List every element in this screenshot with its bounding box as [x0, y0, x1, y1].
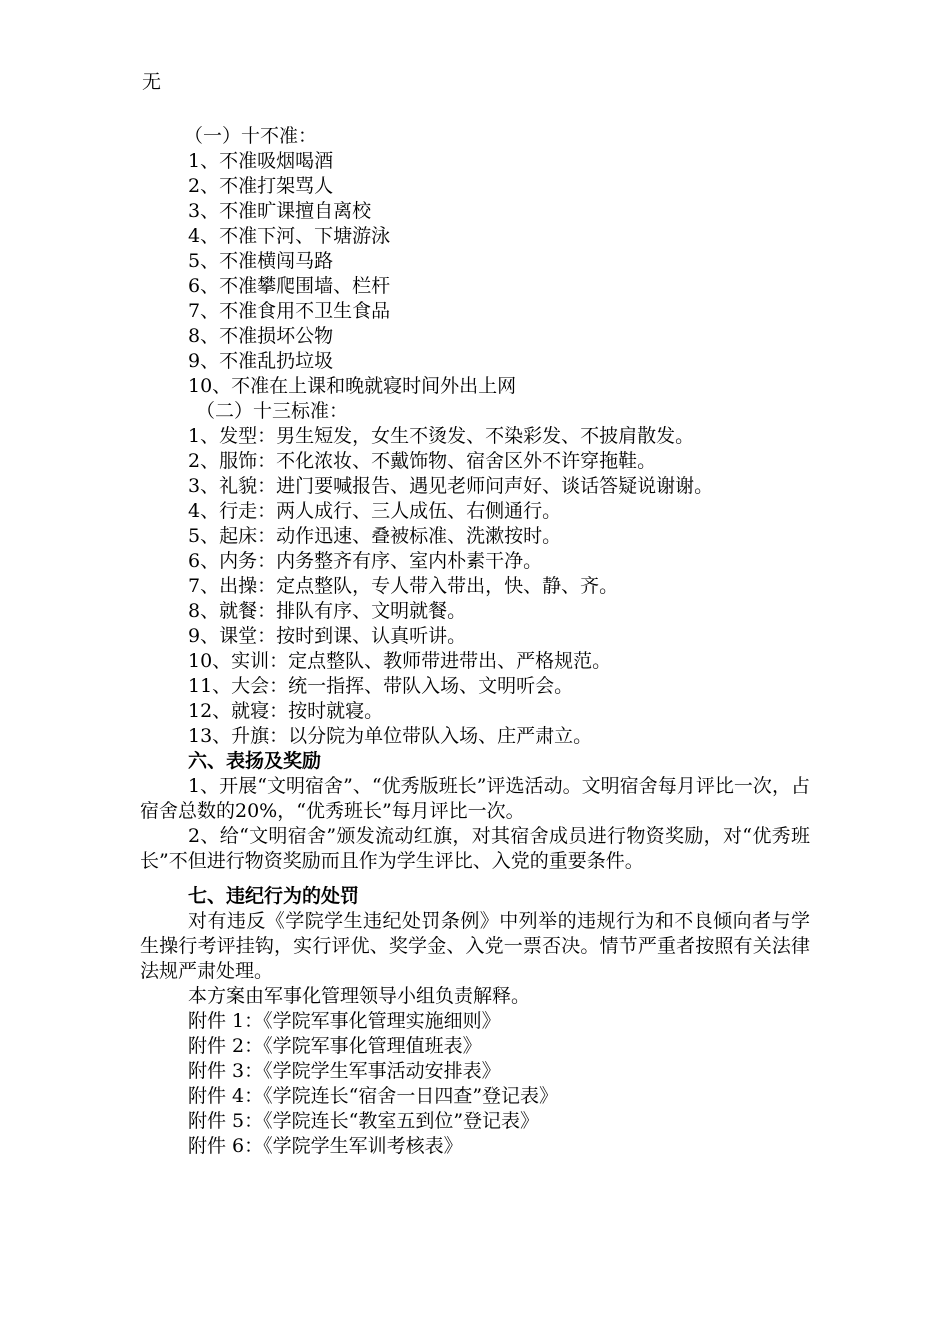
ten-rule-item: 3、不准旷课擅自离校	[188, 200, 372, 222]
section-six-paragraph: 2、给“文明宿舍”颁发流动红旗，对其宿舍成员进行物资奖励，对“优秀班长”不但进行物资奖励而且作为学生评比、入党的重要条件。	[140, 825, 810, 872]
attachment-item: 附件 6：《学院学生军训考核表》	[188, 1135, 463, 1157]
attachment-item: 附件 4：《学院连长“宿舍一日四查”登记表》	[188, 1085, 559, 1107]
document-body	[140, 124, 810, 1159]
standard-item: 11、大会：统一指挥、带队入场、文明听会。	[188, 675, 574, 697]
section-six-paragraph: 1、开展“文明宿舍”、“优秀版班长”评选活动。文明宿舍每月评比一次，占宿舍总数的20%，“优秀班长”每月评比一次。	[140, 775, 810, 822]
ten-rule-item: 9、不准乱扔垃圾	[188, 350, 334, 372]
standard-item: 9、课堂：按时到课、认真听讲。	[188, 625, 467, 647]
standard-item: 6、内务：内务整齐有序、室内朴素干净。	[188, 550, 543, 572]
standard-item: 13、升旗：以分院为单位带队入场、庄严肃立。	[188, 725, 593, 747]
attachment-item: 附件 2：《学院军事化管理值班表》	[188, 1035, 482, 1057]
ten-rule-item: 7、不准食用不卫生食品	[188, 300, 391, 322]
standard-item: 2、服饰：不化浓妆、不戴饰物、宿舍区外不许穿拖鞋。	[188, 450, 657, 472]
header-word: 无	[142, 71, 162, 93]
ten-rules-heading: （一）十不准：	[184, 125, 318, 147]
section-seven-title: 七、违纪行为的处罚	[188, 885, 360, 907]
thirteen-standards-heading: （二）十三标准：	[196, 400, 349, 422]
ten-rule-item: 4、不准下河、下塘游泳	[188, 225, 391, 247]
standard-item: 4、行走：两人成行、三人成伍、右侧通行。	[188, 500, 562, 522]
section-seven-paragraph: 本方案由军事化管理领导小组负责解释。	[188, 985, 531, 1007]
ten-rule-item: 5、不准横闯马路	[188, 250, 334, 272]
attachment-item: 附件 1：《学院军事化管理实施细则》	[188, 1010, 501, 1032]
section-seven-paragraph: 对有违反《学院学生违纪处罚条例》中列举的违规行为和不良倾向者与学生操行考评挂钩，实行评优、奖学金、入党一票否决。情节严重者按照有关法律法规严肃处理。	[140, 910, 810, 982]
attachment-item: 附件 3：《学院学生军事活动安排表》	[188, 1060, 501, 1082]
section-six-title: 六、表扬及奖励	[188, 750, 322, 772]
standard-item: 1、发型：男生短发，女生不烫发、不染彩发、不披肩散发。	[188, 425, 695, 447]
standard-item: 3、礼貌：进门要喊报告、遇见老师问声好、谈话答疑说谢谢。	[188, 475, 714, 497]
standard-item: 8、就餐：排队有序、文明就餐。	[188, 600, 467, 622]
ten-rule-item: 2、不准打架骂人	[188, 175, 334, 197]
standard-item: 5、起床：动作迅速、叠被标准、洗漱按时。	[188, 525, 562, 547]
ten-rule-item: 1、不准吸烟喝酒	[188, 150, 334, 172]
attachment-item: 附件 5：《学院连长“教室五到位”登记表》	[188, 1110, 540, 1132]
ten-rule-item: 8、不准损坏公物	[188, 325, 334, 347]
ten-rule-item: 6、不准攀爬围墙、栏杆	[188, 275, 391, 297]
ten-rule-item: 10、不准在上课和晚就寝时间外出上网	[188, 375, 517, 397]
standard-item: 7、出操：定点整队，专人带入带出，快、静、齐。	[188, 575, 619, 597]
standard-item: 12、就寝：按时就寝。	[188, 700, 384, 722]
standard-item: 10、实训：定点整队、教师带进带出、严格规范。	[188, 650, 612, 672]
